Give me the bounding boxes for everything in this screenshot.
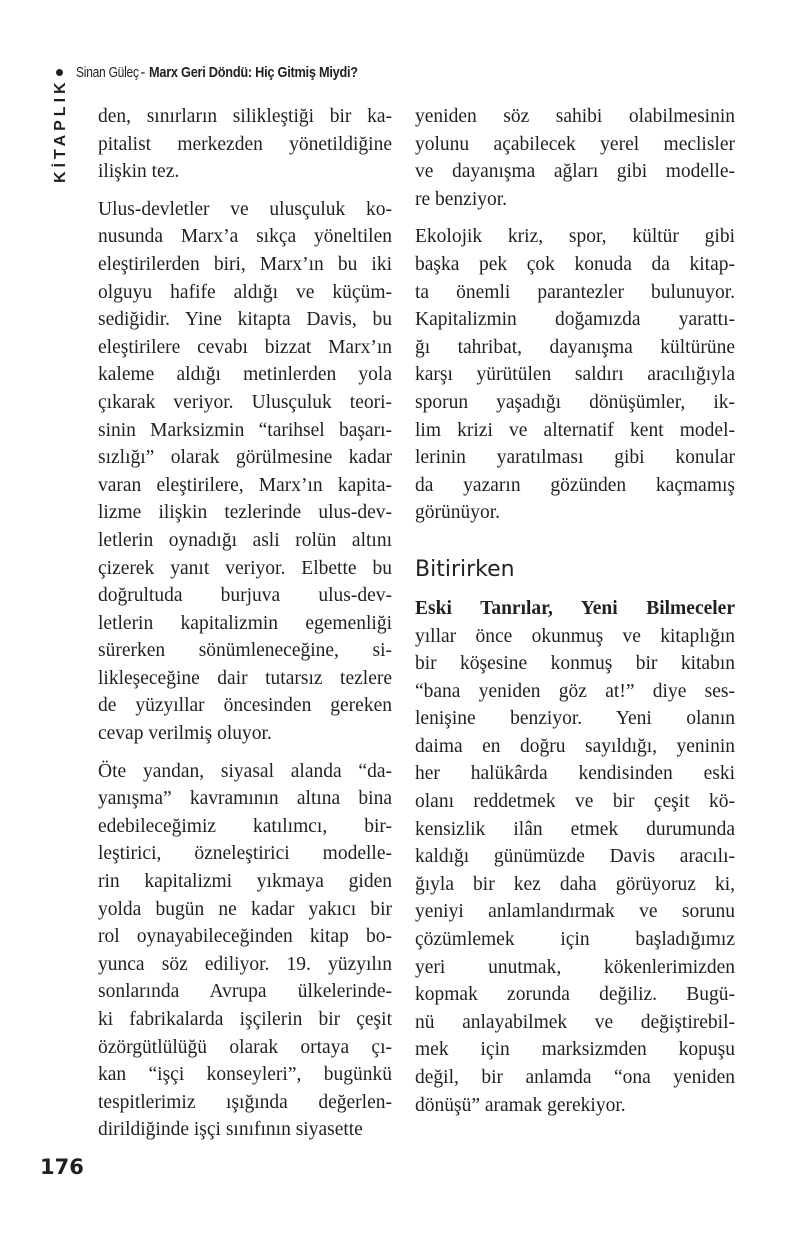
paragraph: [98, 103, 392, 186]
text-line: rol oynayabileceğinden kitap bo-: [98, 926, 392, 948]
paragraph: [98, 196, 392, 748]
text-line: lenişine benziyor. Yeni olanın: [415, 708, 735, 730]
text-line: Ekolojik kriz, spor, kültür gibi: [415, 226, 735, 248]
text-line: yeri unutmak, kökenlerimizden: [415, 956, 735, 978]
text-line: eleştirilerden biri, Marx’ın bu iki: [98, 253, 392, 275]
text-line: olanı reddetmek ve bir çeşit kö-: [415, 791, 735, 813]
text-line: her halükârda kendisinden eski: [415, 763, 735, 785]
text-line: özörgütlülüğü olarak ortaya çı-: [98, 1036, 392, 1058]
text-line: tespitlerimiz ışığında değerlen-: [98, 1091, 392, 1113]
text-line: ğı tahribat, dayanışma kültürüne: [415, 336, 735, 358]
text-line: lerinin yaratılması gibi konular: [415, 447, 735, 469]
text-line: ki fabrikalarda işçilerin bir çeşit: [98, 1009, 392, 1030]
text-line: yeniyi anlamlandırmak ve sorunu: [415, 901, 735, 923]
text-line: ğıyla bir kez daha görüyoruz ki,: [415, 873, 735, 895]
text-line: letlerin oynadığı asli rolün altını: [98, 529, 392, 551]
text-line: rin kapitalizmi yıkmaya giden: [98, 871, 392, 893]
closing-paragraph: [415, 595, 735, 1119]
section-side-label: KİTAPLIK: [52, 78, 69, 183]
header-separator: -: [140, 64, 146, 81]
text-line: yolda bugün ne kadar yakıcı bir: [98, 898, 392, 920]
text-line: görünüyor.: [415, 502, 501, 524]
text-line: den, sınırların silikleştiği bir ka-: [98, 106, 392, 127]
text-line: “bana yeniden göz at!” diye ses-: [415, 680, 735, 702]
text-line: sızlığı” olarak görülmesine kadar: [98, 447, 392, 469]
text-line: kaleme aldığı metinlerden yola: [98, 364, 392, 386]
text-line: doğrultuda burjuva ulus-dev-: [98, 585, 392, 607]
text-line: ta önemli parantezler bulunuyor.: [415, 281, 735, 303]
text-line: Kapitalizmin doğamızda yarattı-: [415, 309, 735, 331]
text-line: çözümlemek için başladığımız: [415, 929, 735, 951]
text-line: kensizlik ilân etmek durumunda: [415, 818, 735, 840]
text-line: letlerin kapitalizmin egemenliği: [98, 612, 392, 634]
text-line: çizerek yanıt veriyor. Elbette bu: [98, 557, 392, 579]
header-article-title: Marx Geri Döndü: Hiç Gitmiş Miydi?: [149, 64, 358, 81]
closing-lines: [415, 623, 735, 1120]
paragraph: [415, 103, 735, 213]
text-line: kopmak zorunda değiliz. Bugü-: [415, 984, 735, 1006]
text-line: yeniden söz sahibi olabilmesinin: [415, 106, 735, 127]
text-line: sporun yaşadığı dönüşümler, ik-: [415, 391, 735, 413]
text-line: leştirici, özneleştirici modelle-: [98, 843, 392, 865]
text-line: yıllar önce okunmuş ve kitaplığın: [415, 625, 735, 647]
right-column: [415, 103, 735, 1129]
text-line: kaldığı günümüzde Davis aracılı-: [415, 846, 735, 868]
running-header: [56, 64, 395, 81]
text-line: nusunda Marx’a sıkça yöneltilen: [98, 226, 392, 248]
text-line: likleşeceğine dair tutarsız tezlere: [98, 667, 392, 689]
left-column: [98, 103, 392, 1154]
text-line: re benziyor.: [415, 188, 508, 210]
bullet-icon: [56, 69, 63, 76]
text-line: mek için marksizmden kopuşu: [415, 1039, 735, 1061]
text-line: başka pek çok konuda da kitap-: [415, 253, 735, 275]
text-line: yanışma” kavramının altına bina: [98, 788, 392, 810]
paragraph: [98, 758, 392, 1144]
text-line: lim krizi ve alternatif kent model-: [415, 419, 735, 441]
text-line: edebileceğimiz katılımcı, bir-: [98, 815, 392, 837]
text-line: yolunu açabilecek yerel meclisler: [415, 133, 735, 155]
text-line: kan “işçi konseyleri”, bugünkü: [98, 1064, 392, 1086]
text-line: yunca söz ediliyor. 19. yüzyılın: [98, 953, 392, 975]
text-line: Ulus-devletler ve ulusçuluk ko-: [98, 198, 392, 220]
text-line: sonlarında Avrupa ülkelerinde-: [98, 981, 392, 1003]
text-line: çıkarak veriyor. Ulusçuluk teori-: [98, 391, 392, 413]
text-line: eleştirilere cevabı bizzat Marx’ın: [98, 336, 392, 358]
text-line: sürerken sönümleneceğine, si-: [98, 640, 392, 662]
text-line: daima en doğru sayıldığı, yeninin: [415, 735, 735, 757]
text-line: dirildiğinde işçi sınıfının siyasette: [98, 1119, 363, 1141]
text-line: de yüzyıllar öncesinden gereken: [98, 695, 392, 717]
text-line: değil, bir anlamda “ona yeniden: [415, 1067, 735, 1088]
text-line: pitalist merkezden yönetildiğine: [98, 133, 392, 155]
text-line: cevap verilmiş oluyor.: [98, 723, 272, 745]
text-line: lizme ilişkin tezlerinde ulus-dev-: [98, 502, 392, 524]
text-line: varan eleştirilere, Marx’ın kapita-: [98, 474, 392, 496]
text-line: Öte yandan, siyasal alanda “da-: [98, 760, 392, 782]
text-line: olguyu hafife aldığı ve küçüm-: [98, 281, 392, 303]
text-line: da yazarın gözünden kaçmamış: [415, 474, 735, 496]
text-line: bir köşesine konmuş bir kitabın: [415, 653, 735, 675]
bold-lead: Eski Tanrılar, Yeni Bilmeceler: [415, 597, 735, 619]
text-line: dönüşü” aramak gerekiyor.: [415, 1094, 626, 1116]
text-line: sinin Marksizmin “tarihsel başarı-: [98, 419, 392, 441]
text-line: ilişkin tez.: [98, 161, 180, 183]
text-line: ve dayanışma ağları gibi modelle-: [415, 161, 735, 183]
section-subheading: Bitirirken: [415, 556, 515, 582]
text-line: karşı yürütülen saldırı aracılığıyla: [415, 364, 735, 386]
paragraph: [415, 223, 735, 527]
text-line: sediğidir. Yine kitapta Davis, bu: [98, 309, 392, 331]
header-author: Sinan Güleç: [76, 64, 139, 81]
page-number: 176: [40, 1155, 84, 1179]
text-line: nü anlayabilmek ve değiştirebil-: [415, 1011, 735, 1033]
